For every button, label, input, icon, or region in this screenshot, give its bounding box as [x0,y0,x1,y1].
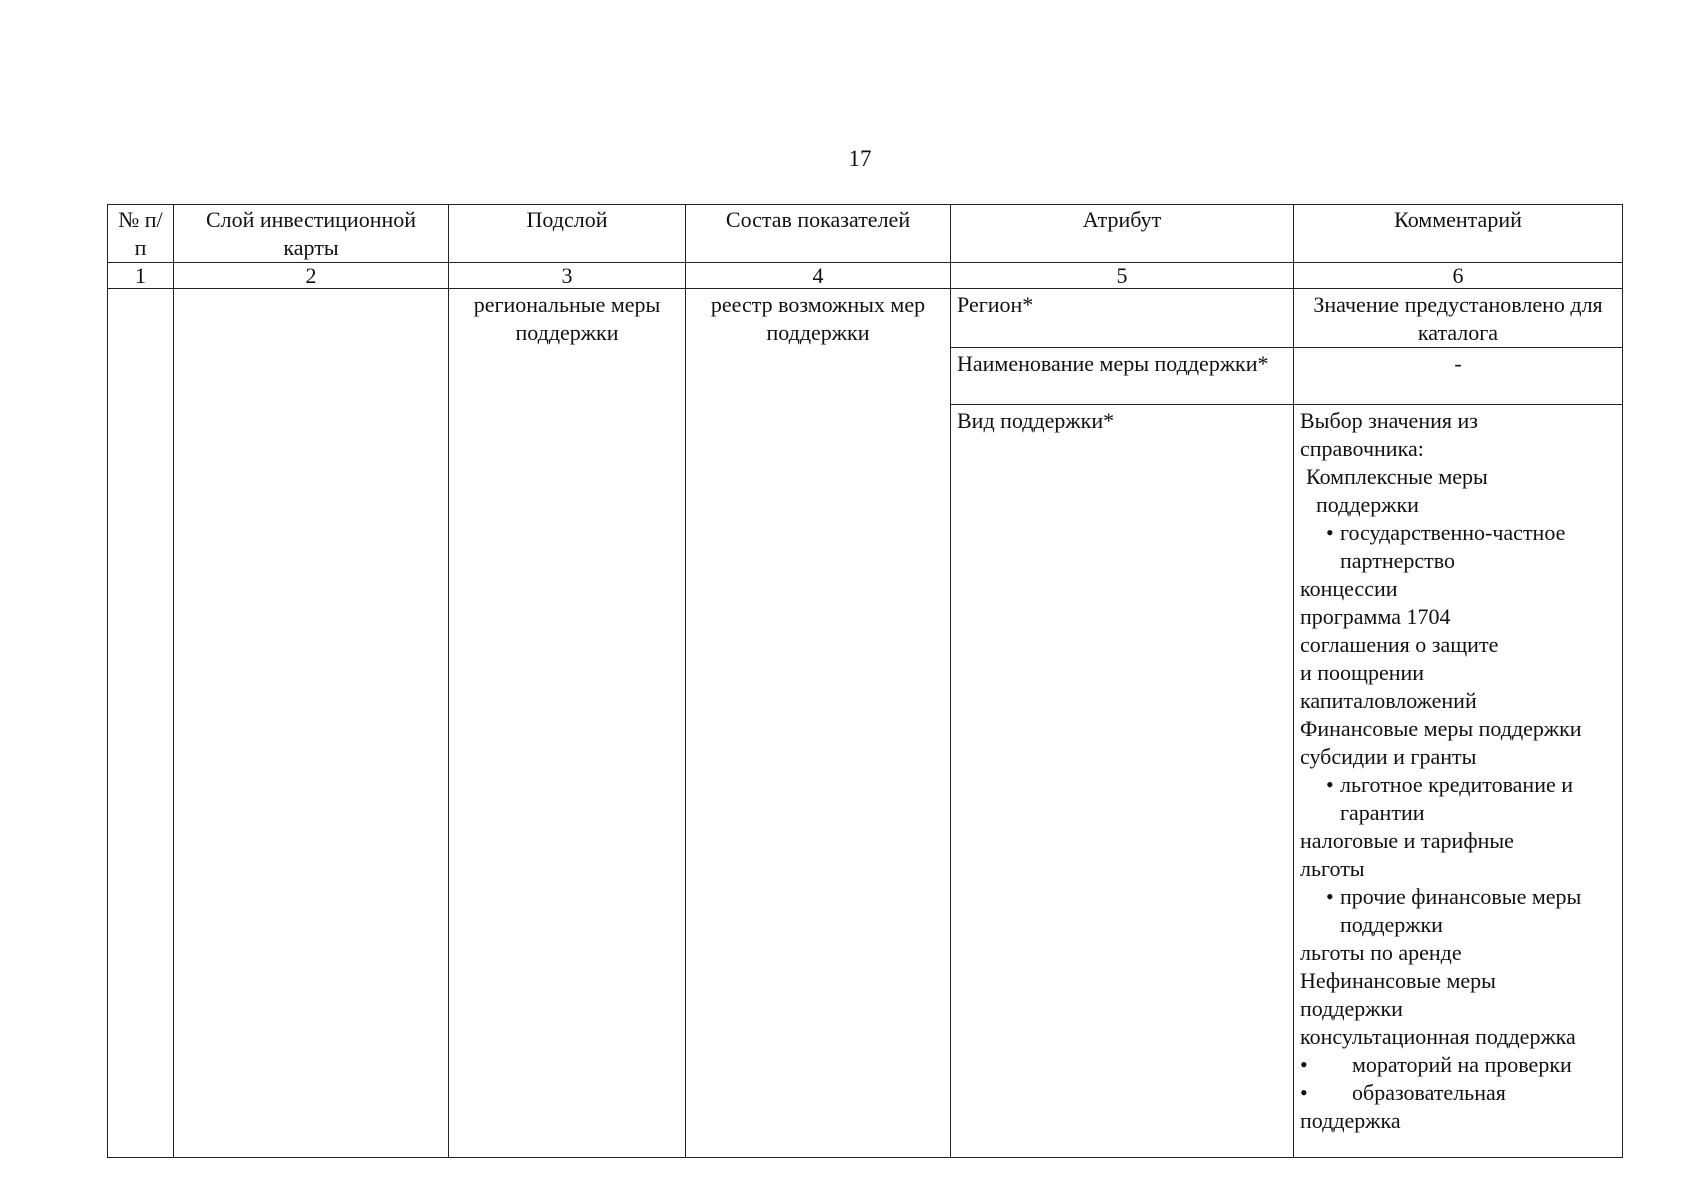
comment-bullet-item [1300,883,1616,911]
cell-comment-type [1294,405,1623,1158]
table-row [108,289,1623,348]
comment-line: и поощрении [1300,660,1425,685]
cell-sublayer: региональные меры поддержки [449,289,686,1158]
bullet-icon: • [1300,1052,1308,1077]
column-number-row [108,263,1623,289]
comment-line: льготы [1300,856,1365,881]
column-number: 3 [449,263,686,289]
column-number: 2 [174,263,449,289]
header-sublayer: Подслой [449,205,686,263]
column-number: 1 [108,263,174,289]
bullet-continuation: поддержка [1300,1108,1401,1133]
comment-line: льготы по аренде [1300,940,1462,965]
cell-attribute-type: Вид поддержки* [951,405,1294,1158]
cell-number [108,289,174,1158]
header-comment: Комментарий [1294,205,1623,263]
header-attribute: Атрибут [951,205,1294,263]
cell-comment-region: Значение предустановлено для каталога [1294,289,1623,348]
bullet-text: мораторий на проверки [1352,1052,1572,1077]
comment-bullet-item [1300,519,1616,547]
bullet-text: образовательная [1352,1080,1506,1105]
column-number: 5 [951,263,1294,289]
cell-attribute-name: Наименование меры поддержки* [951,348,1294,405]
comment-group-complex-cont: поддержки [1316,492,1419,517]
header-number: № п/п [108,205,174,263]
investment-map-table [107,204,1623,1158]
bullet-text: прочие финансовые меры [1340,884,1582,909]
page-number: 17 [848,146,872,171]
comment-line: концессии [1300,576,1398,601]
comment-bullet-item [1300,1051,1616,1079]
bullet-continuation: партнерство [1340,548,1456,573]
comment-line: консультационная поддержка [1300,1024,1576,1049]
bullet-continuation: поддержки [1340,912,1443,937]
comment-intro: Выбор значения из справочника: [1300,408,1478,461]
comment-line: программа 1704 [1300,604,1451,629]
bullet-text: льготное кредитование и [1340,772,1574,797]
comment-line: субсидии и гранты [1300,744,1477,769]
cell-comment-name: - [1294,348,1623,405]
cell-indicators: реестр возможных мер поддержки [686,289,951,1158]
column-number: 6 [1294,263,1623,289]
comment-group-nonfinancial-cont: поддержки [1300,996,1403,1021]
comment-group-complex: Комплексные меры [1306,464,1488,489]
comment-line: налоговые и тарифные [1300,828,1514,853]
comment-group-nonfinancial: Нефинансовые меры [1300,968,1496,993]
bullet-icon: • [1326,884,1334,909]
comment-bullet-item [1300,1079,1616,1107]
cell-attribute-region: Регион* [951,289,1294,348]
cell-layer [174,289,449,1158]
comment-line: капиталовложений [1300,688,1477,713]
header-row [108,205,1623,263]
bullet-continuation: гарантии [1340,800,1425,825]
comment-group-financial: Финансовые меры поддержки [1300,716,1582,741]
bullet-icon: • [1326,772,1334,797]
bullet-icon: • [1300,1080,1308,1105]
bullet-icon: • [1326,520,1334,545]
header-indicators: Состав показателей [686,205,951,263]
comment-bullet-item [1300,771,1616,799]
comment-line: соглашения о защите [1300,632,1499,657]
column-number: 4 [686,263,951,289]
bullet-text: государственно-частное [1340,520,1566,545]
header-layer: Слой инвестиционной карты [174,205,449,263]
